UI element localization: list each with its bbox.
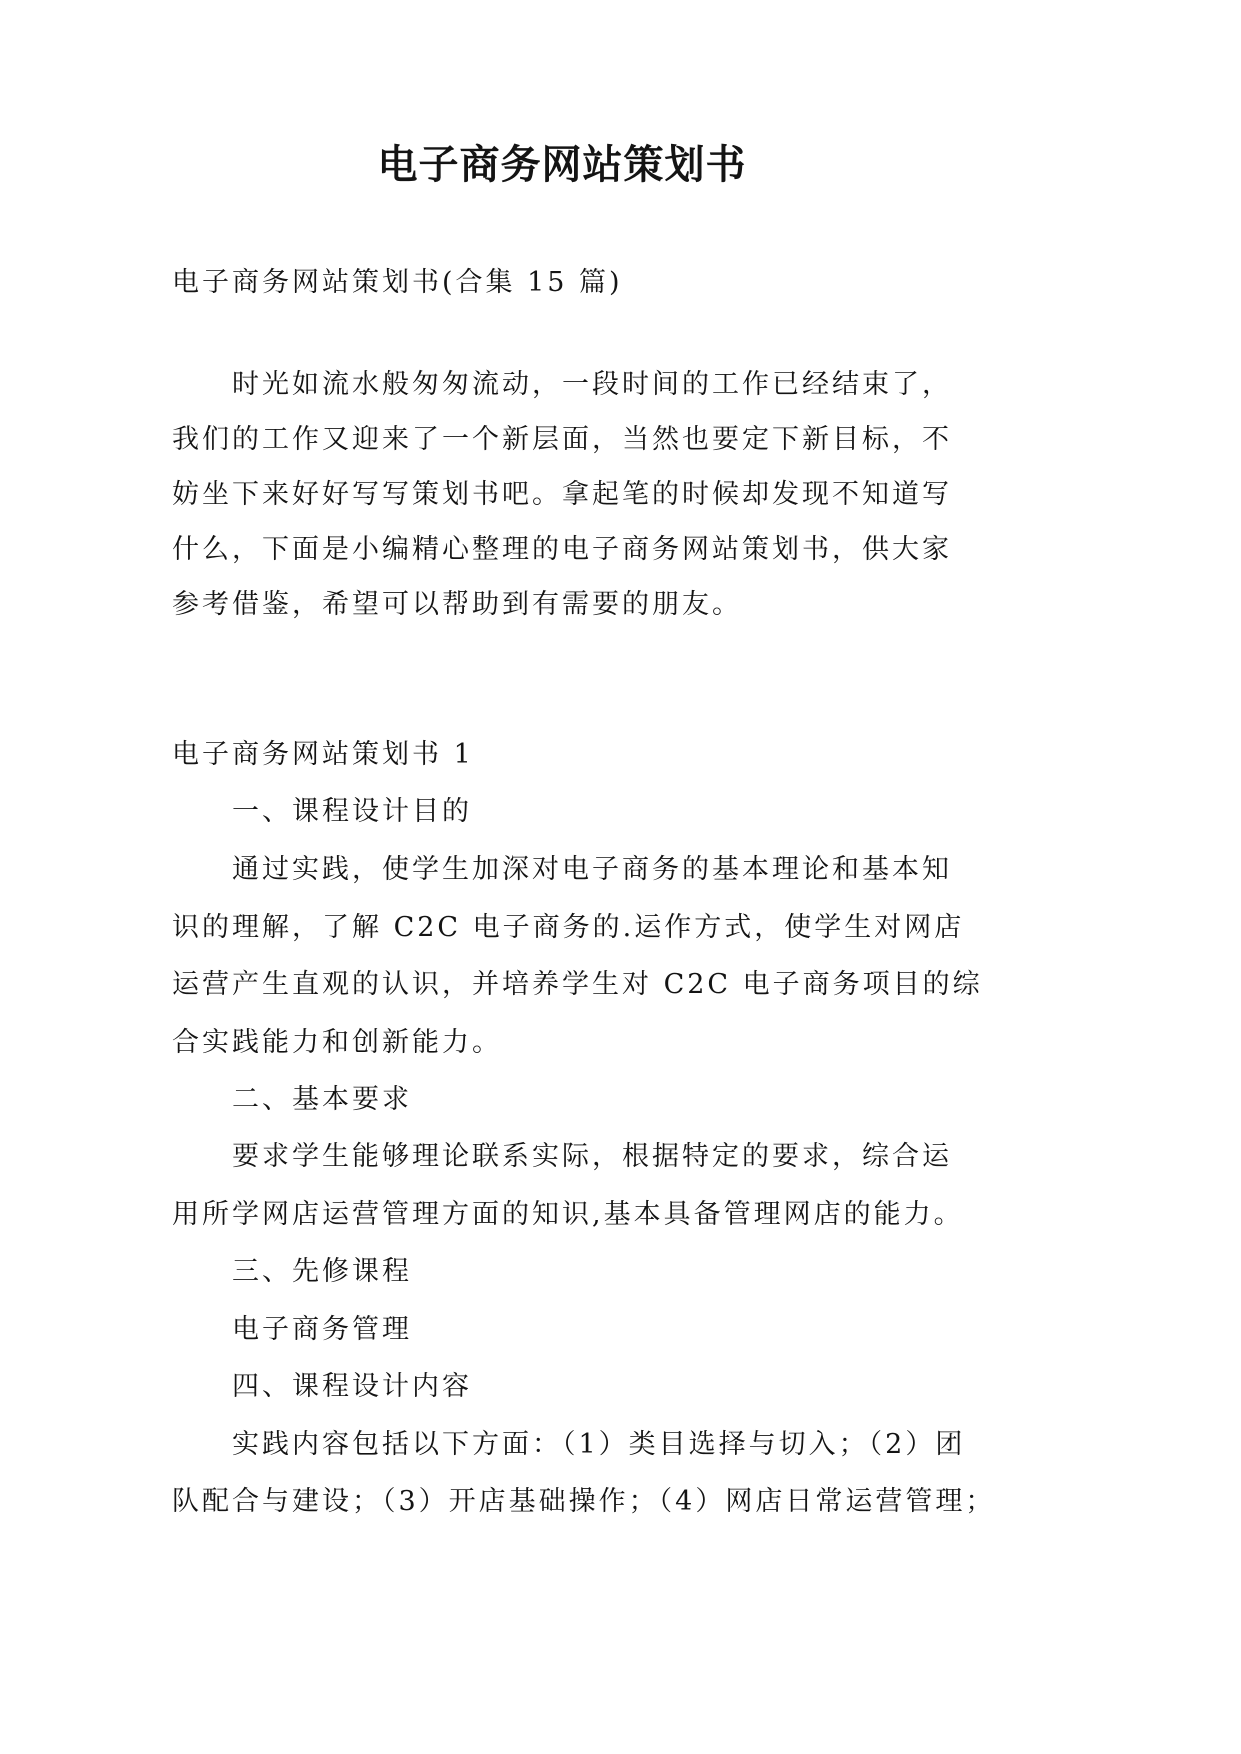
document-subtitle: 电子商务网站策划书(合集 15 篇): [172, 267, 623, 298]
part-title: 电子商务网站策划书 1: [172, 739, 474, 770]
section-heading: 三、先修课程: [232, 1256, 412, 1287]
paragraph-line: 参考借鉴，希望可以帮助到有需要的朋友。: [172, 589, 742, 620]
section-heading: 四、课程设计内容: [232, 1371, 472, 1402]
section-heading: 一、课程设计目的: [232, 796, 472, 827]
paragraph-line: 队配合与建设；（3）开店基础操作；（4）网店日常运营管理；: [172, 1486, 996, 1517]
paragraph-line: 合实践能力和创新能力。: [172, 1027, 502, 1058]
paragraph-line: 运营产生直观的认识，并培养学生对 C2C 电子商务项目的综: [172, 969, 983, 1000]
paragraph-line: 要求学生能够理论联系实际，根据特定的要求，综合运: [232, 1141, 952, 1172]
document-title: 电子商务网站策划书: [377, 141, 747, 188]
paragraph-line: 我们的工作又迎来了一个新层面，当然也要定下新目标，不: [172, 424, 952, 455]
paragraph-line: 电子商务管理: [232, 1314, 412, 1345]
paragraph-line: 时光如流水般匆匆流动，一段时间的工作已经结束了，: [232, 369, 952, 400]
paragraph-line: 妨坐下来好好写写策划书吧。拿起笔的时候却发现不知道写: [172, 479, 952, 510]
paragraph-line: 用所学网店运营管理方面的知识,基本具备管理网店的能力。: [172, 1199, 964, 1230]
paragraph-line: 通过实践，使学生加深对电子商务的基本理论和基本知: [232, 854, 952, 885]
paragraph-line: 识的理解，了解 C2C 电子商务的.运作方式，使学生对网店: [172, 912, 965, 943]
section-heading: 二、基本要求: [232, 1084, 412, 1115]
paragraph-line: 实践内容包括以下方面：（1）类目选择与切入；（2）团: [232, 1429, 966, 1460]
paragraph-line: 什么，下面是小编精心整理的电子商务网站策划书，供大家: [172, 534, 952, 565]
